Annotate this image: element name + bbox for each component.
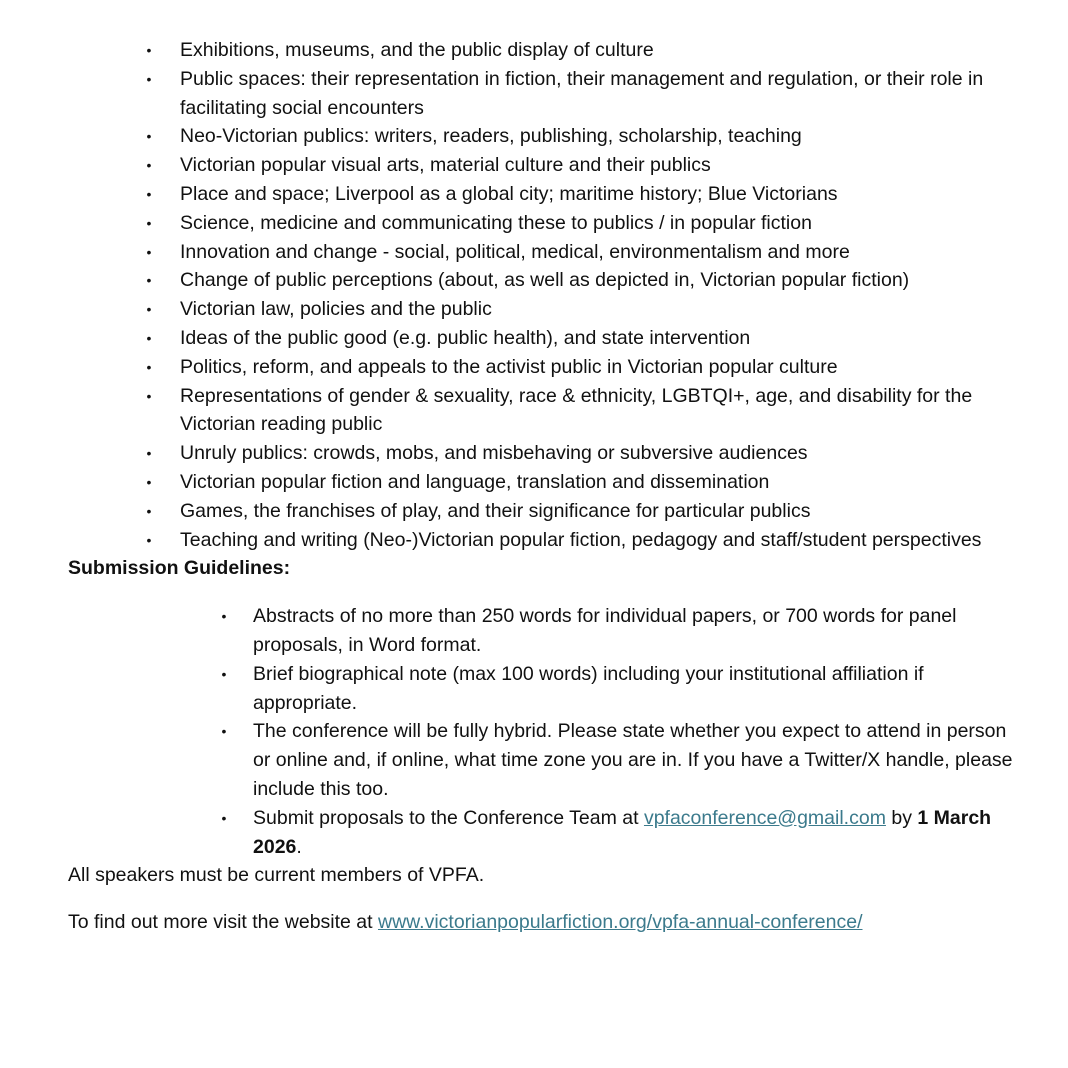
topic-text: Science, medicine and communicating these to publics / in popular fiction: [180, 211, 812, 234]
bullet-icon: •: [146, 473, 152, 490]
list-item: [146, 266, 1010, 295]
list-item: [146, 468, 1010, 497]
list-item: [146, 209, 1010, 238]
bullet-icon: •: [146, 387, 152, 404]
bullet-icon: •: [146, 445, 152, 462]
submit-suffix: .: [296, 835, 302, 858]
topic-text: Public spaces: their representation in fiction, their management and regulation, or their role in facilitating social encounters: [180, 67, 984, 119]
submission-guidelines-heading: Submission Guidelines:: [68, 557, 291, 580]
submit-middle: by: [885, 806, 918, 829]
list-item: [146, 526, 1010, 555]
list-item: [146, 122, 1010, 151]
list-item: [146, 36, 1010, 65]
topic-text: Teaching and writing (Neo-)Victorian popular fiction, pedagogy and staff/student perspectives: [180, 528, 982, 551]
list-item: [146, 65, 1010, 123]
website-prefix: To find out more visit the website at: [68, 911, 378, 934]
bullet-icon: •: [146, 42, 152, 58]
website-link[interactable]: www.victorianpopularfiction.org/vpfa-annual-conference/: [377, 911, 863, 934]
list-item: [146, 295, 1010, 324]
topic-text: Representations of gender & sexuality, race & ethnicity, LGBTQI+, age, and disability for the Victorian reading public: [180, 384, 973, 436]
topic-text: Place and space; Liverpool as a global city; maritime history; Blue Victorians: [180, 182, 838, 205]
topic-text: Exhibitions, museums, and the public display of culture: [180, 39, 654, 61]
bullet-icon: •: [146, 301, 152, 318]
bullet-icon: •: [146, 243, 152, 260]
bullet-icon: •: [146, 214, 152, 231]
topic-text: Games, the franchises of play, and their significance for particular publics: [180, 499, 811, 522]
email-link[interactable]: vpfaconference@gmail.com: [643, 806, 886, 829]
bullet-icon: •: [146, 329, 152, 346]
list-item: [146, 324, 1010, 353]
bullet-icon: •: [146, 272, 152, 289]
bullet-icon: •: [146, 185, 152, 202]
list-item: [146, 151, 1010, 180]
bullet-icon: •: [146, 128, 152, 145]
topic-text: Innovation and change - social, political, medical, environmentalism and more: [180, 240, 850, 263]
bullet-icon: •: [146, 70, 152, 87]
topic-text: Victorian popular visual arts, material culture and their publics: [180, 154, 711, 177]
topic-text: Unruly publics: crowds, mobs, and misbehaving or subversive audiences: [180, 442, 808, 465]
bullet-icon: •: [221, 608, 227, 625]
membership-note: All speakers must be current members of VPFA.: [68, 864, 485, 887]
topic-text: Ideas of the public good (e.g. public health), and state intervention: [180, 326, 751, 349]
list-item: [146, 353, 1010, 382]
bullet-icon: •: [146, 502, 152, 519]
topic-text: Change of public perceptions (about, as well as depicted in, Victorian popular fiction): [180, 269, 910, 292]
list-item: [221, 602, 1013, 660]
list-item: [221, 660, 1013, 718]
list-item: [146, 382, 1010, 440]
guidelines-list: [221, 602, 1013, 861]
website-paragraph: [68, 908, 1028, 937]
list-item: [146, 238, 1010, 267]
topic-text: Victorian popular fiction and language, translation and dissemination: [180, 470, 770, 493]
bullet-icon: •: [221, 665, 227, 682]
deadline-date: 1 March 2026: [253, 806, 992, 858]
topic-text: Politics, reform, and appeals to the activist public in Victorian popular culture: [180, 355, 838, 378]
topics-list: [146, 36, 1010, 554]
guideline-text: The conference will be fully hybrid. Please state whether you expect to attend in person or online and, if online, what time zone you are in. If you have a Twitter/X handle, please include this too.: [253, 720, 1013, 800]
guideline-text: Brief biographical note (max 100 words) including your institutional affiliation if appropriate.: [253, 662, 924, 714]
topic-text: Neo-Victorian publics: writers, readers, publishing, scholarship, teaching: [180, 125, 802, 148]
list-item: [146, 497, 1010, 526]
bullet-icon: •: [146, 157, 152, 174]
list-item: [146, 439, 1010, 468]
submit-prefix: Submit proposals to the Conference Team at: [253, 806, 644, 829]
list-item: [221, 804, 1013, 862]
list-item: [221, 717, 1013, 803]
guideline-text: Abstracts of no more than 250 words for individual papers, or 700 words for panel proposals, in Word format.: [253, 605, 957, 656]
bullet-icon: •: [221, 723, 227, 740]
bullet-icon: •: [221, 809, 227, 826]
bullet-icon: •: [146, 531, 152, 548]
topic-text: Victorian law, policies and the public: [180, 298, 492, 321]
bullet-icon: •: [146, 358, 152, 375]
list-item: [146, 180, 1010, 209]
document-page: [0, 36, 1068, 937]
